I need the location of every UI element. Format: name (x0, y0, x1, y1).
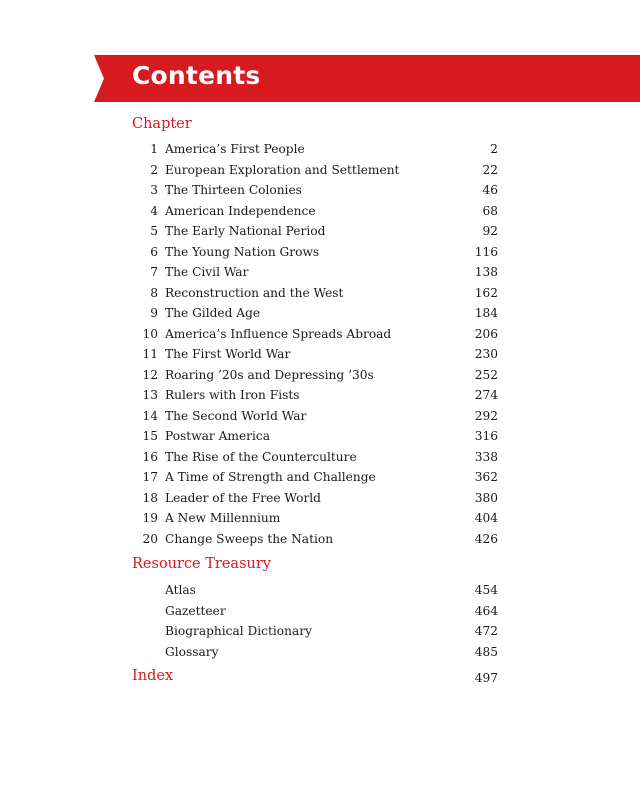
index-entry[interactable] (132, 668, 498, 690)
chapter-page-number: 230 (474, 347, 498, 361)
chapter-entry[interactable] (132, 160, 498, 181)
chapter-number: 19 (142, 511, 158, 525)
chapter-entry[interactable] (132, 488, 498, 509)
resource-page-number: 472 (474, 624, 498, 638)
contents-banner (0, 55, 640, 102)
chapter-entry[interactable] (132, 139, 498, 160)
chapter-title: The Civil War (165, 265, 249, 279)
chapter-entry[interactable] (132, 406, 498, 427)
chapter-number: 12 (142, 367, 158, 382)
chapter-title: A New Millennium (165, 511, 281, 525)
chapter-number: 10 (142, 326, 158, 341)
chapter-page-number: 404 (474, 511, 498, 525)
chapter-entry[interactable] (132, 201, 498, 222)
chapter-title: A Time of Strength and Challenge (165, 470, 376, 484)
page-title: Contents (132, 61, 261, 90)
chapter-number: 6 (150, 244, 158, 259)
chapter-title: Rulers with Iron Fists (165, 388, 300, 402)
banner-ribbon-shape (0, 55, 640, 102)
chapter-title: The Young Nation Grows (165, 244, 320, 259)
chapter-title: America’s Influence Spreads Abroad (165, 326, 392, 341)
chapter-title: Change Sweeps the Nation (165, 531, 334, 546)
resource-entry[interactable] (132, 580, 498, 601)
chapter-entry[interactable] (132, 365, 498, 386)
chapter-number: 1 (150, 142, 158, 156)
chapter-page-number: 138 (474, 265, 498, 279)
resource-list (132, 580, 498, 662)
chapter-title: The Rise of the Counterculture (165, 449, 357, 464)
resource-entry[interactable] (132, 601, 498, 622)
resource-entry[interactable] (132, 642, 498, 663)
chapter-title: American Independence (165, 203, 316, 218)
index-page-number: 497 (474, 671, 498, 685)
chapter-page-number: 68 (482, 203, 498, 218)
chapter-number: 4 (150, 203, 158, 218)
chapter-title: Reconstruction and the West (165, 285, 344, 300)
chapter-title: The First World War (165, 347, 291, 361)
chapter-number: 3 (150, 183, 158, 197)
chapter-title: European Exploration and Settlement (165, 162, 400, 177)
chapter-title: Leader of the Free World (165, 490, 321, 505)
chapter-number: 2 (150, 162, 158, 177)
chapter-entry[interactable] (132, 467, 498, 488)
chapter-title: Postwar America (165, 429, 270, 443)
chapter-title: Roaring ’20s and Depressing ’30s (165, 367, 374, 382)
chapter-page-number: 426 (474, 531, 498, 546)
resource-page-number: 464 (474, 603, 498, 618)
chapter-number: 15 (142, 429, 158, 443)
chapter-number: 8 (150, 285, 158, 300)
chapter-number: 18 (142, 490, 158, 505)
chapter-page-number: 22 (482, 162, 498, 177)
chapter-title: The Thirteen Colonies (165, 183, 302, 197)
chapter-page-number: 116 (474, 244, 498, 259)
chapter-title: The Early National Period (165, 224, 326, 238)
resource-title: Glossary (165, 644, 219, 659)
resource-entry[interactable] (132, 621, 498, 642)
chapter-number: 9 (150, 306, 158, 320)
chapter-entry[interactable] (132, 303, 498, 324)
resource-title: Gazetteer (165, 603, 226, 618)
chapter-page-number: 338 (474, 449, 498, 464)
chapter-entry[interactable] (132, 180, 498, 201)
chapter-entry[interactable] (132, 426, 498, 447)
chapter-entry[interactable] (132, 344, 498, 365)
chapter-page-number: 206 (474, 326, 498, 341)
chapter-number: 14 (142, 408, 158, 423)
chapter-entry[interactable] (132, 221, 498, 242)
chapter-entry[interactable] (132, 447, 498, 468)
chapter-number: 13 (142, 388, 158, 402)
chapter-title: The Second World War (165, 408, 307, 423)
chapter-number: 11 (142, 347, 158, 361)
chapter-page-number: 252 (474, 367, 498, 382)
chapter-number: 16 (142, 449, 158, 464)
chapter-page-number: 184 (474, 306, 498, 320)
chapter-page-number: 380 (474, 490, 498, 505)
resource-page-number: 454 (474, 583, 498, 597)
resource-title: Biographical Dictionary (165, 624, 312, 638)
chapter-entry[interactable] (132, 529, 498, 550)
chapter-page-number: 2 (490, 142, 498, 156)
chapter-heading: Chapter (132, 116, 192, 132)
chapter-number: 5 (150, 224, 158, 238)
chapter-title: The Gilded Age (165, 306, 261, 320)
chapter-page-number: 316 (474, 429, 498, 443)
chapter-page-number: 274 (474, 388, 498, 402)
chapter-entry[interactable] (132, 508, 498, 529)
chapter-entry[interactable] (132, 283, 498, 304)
chapter-page-number: 92 (482, 224, 498, 238)
chapter-page-number: 292 (474, 408, 498, 423)
chapter-entry[interactable] (132, 242, 498, 263)
chapter-entry[interactable] (132, 262, 498, 283)
chapter-number: 17 (142, 470, 158, 484)
chapter-page-number: 46 (482, 183, 498, 197)
chapter-page-number: 162 (474, 285, 498, 300)
resource-treasury-heading: Resource Treasury (132, 556, 271, 572)
chapter-number: 20 (142, 531, 158, 546)
chapter-page-number: 362 (474, 470, 498, 484)
chapter-number: 7 (150, 265, 158, 279)
chapter-list (132, 139, 498, 549)
index-label: Index (132, 668, 174, 684)
resource-title: Atlas (165, 583, 196, 597)
chapter-title: America’s First People (165, 142, 305, 156)
chapter-entry[interactable] (132, 324, 498, 345)
resource-page-number: 485 (474, 644, 498, 659)
chapter-entry[interactable] (132, 385, 498, 406)
